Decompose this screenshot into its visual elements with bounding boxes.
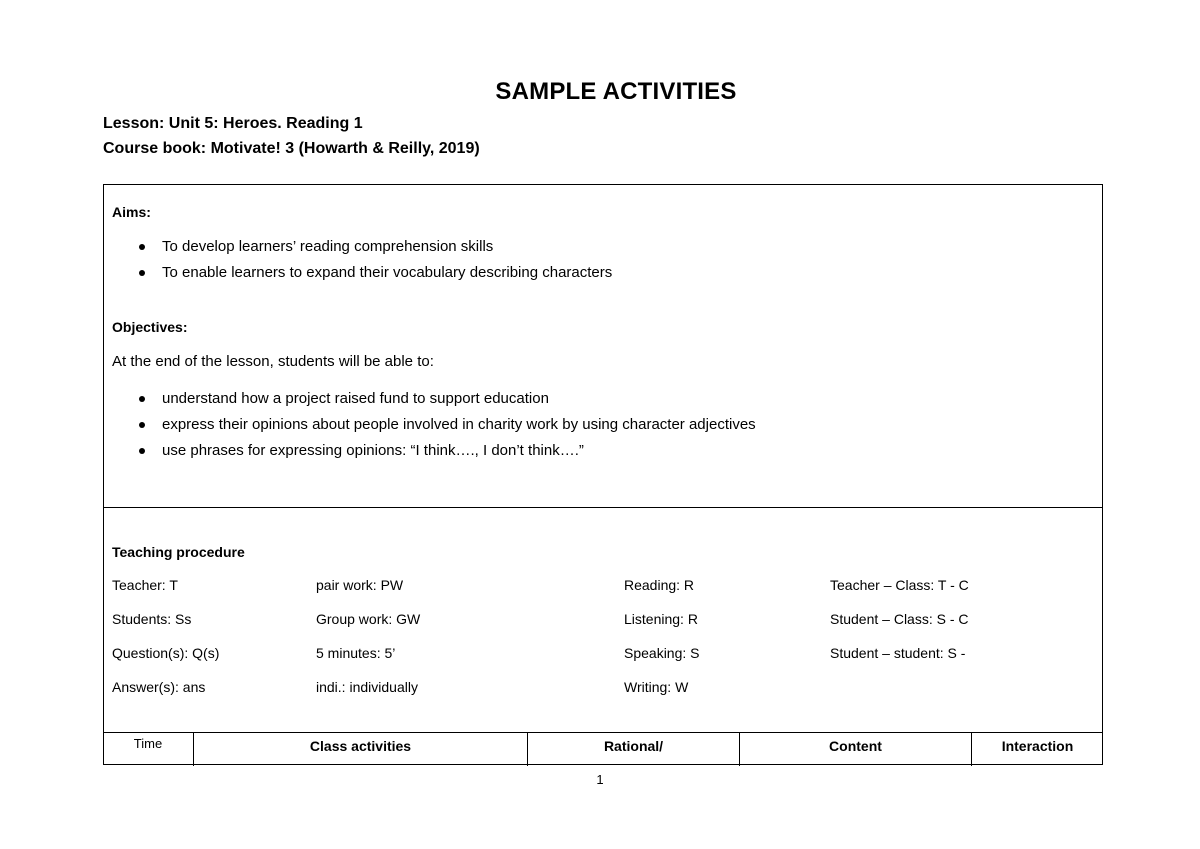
- legend-cell: 5 minutes: 5’: [316, 645, 396, 661]
- objectives-intro: At the end of the lesson, students will be able to:: [112, 353, 434, 370]
- legend-cell: Student – student: S -: [830, 645, 966, 661]
- legend-cell: Reading: R: [624, 577, 695, 593]
- legend-cell: Question(s): Q(s): [112, 645, 220, 661]
- legend-cell: pair work: PW: [316, 577, 404, 593]
- activities-table-header: [103, 732, 1103, 766]
- lesson-line: Lesson: Unit 5: Heroes. Reading 1: [103, 115, 363, 132]
- legend-cell: Answer(s): ans: [112, 679, 206, 695]
- legend-cell: Writing: W: [624, 679, 689, 695]
- column-header-rational: Rational/: [528, 733, 740, 766]
- list-item: To enable learners to expand their vocabulary describing characters: [104, 263, 612, 289]
- legend-cell: Speaking: S: [624, 645, 700, 661]
- aims-heading: Aims:: [112, 204, 151, 220]
- legend-cell: Teacher – Class: T - C: [830, 577, 969, 593]
- course-book-line: Course book: Motivate! 3 (Howarth & Reilly, 2019): [103, 140, 480, 157]
- objectives-list: [104, 389, 756, 467]
- list-item: To develop learners’ reading comprehension skills: [104, 237, 612, 263]
- page-number: 1: [596, 772, 604, 787]
- lesson-plan-box: [103, 184, 1103, 765]
- legend-cell: Listening: R: [624, 611, 698, 627]
- aims-list: [104, 237, 612, 289]
- column-header-content: Content: [740, 733, 972, 766]
- list-item: understand how a project raised fund to support education: [104, 389, 756, 415]
- page-title: SAMPLE ACTIVITIES: [495, 78, 737, 105]
- objectives-heading: Objectives:: [112, 319, 188, 335]
- list-item: express their opinions about people involved in charity work by using character adjectives: [104, 415, 756, 441]
- legend-cell: indi.: individually: [316, 679, 418, 695]
- column-header-time: Time: [103, 733, 194, 766]
- procedure-heading: Teaching procedure: [112, 544, 245, 560]
- legend-cell: Group work: GW: [316, 611, 421, 627]
- column-header-class-activities: Class activities: [194, 733, 528, 766]
- list-item: use phrases for expressing opinions: “I think…., I don’t think….”: [104, 441, 756, 467]
- section-divider: [104, 507, 1102, 508]
- legend-cell: Students: Ss: [112, 611, 192, 627]
- legend-cell: Student – Class: S - C: [830, 611, 969, 627]
- legend-cell: Teacher: T: [112, 577, 178, 593]
- column-header-interaction: Interaction: [1001, 738, 1074, 754]
